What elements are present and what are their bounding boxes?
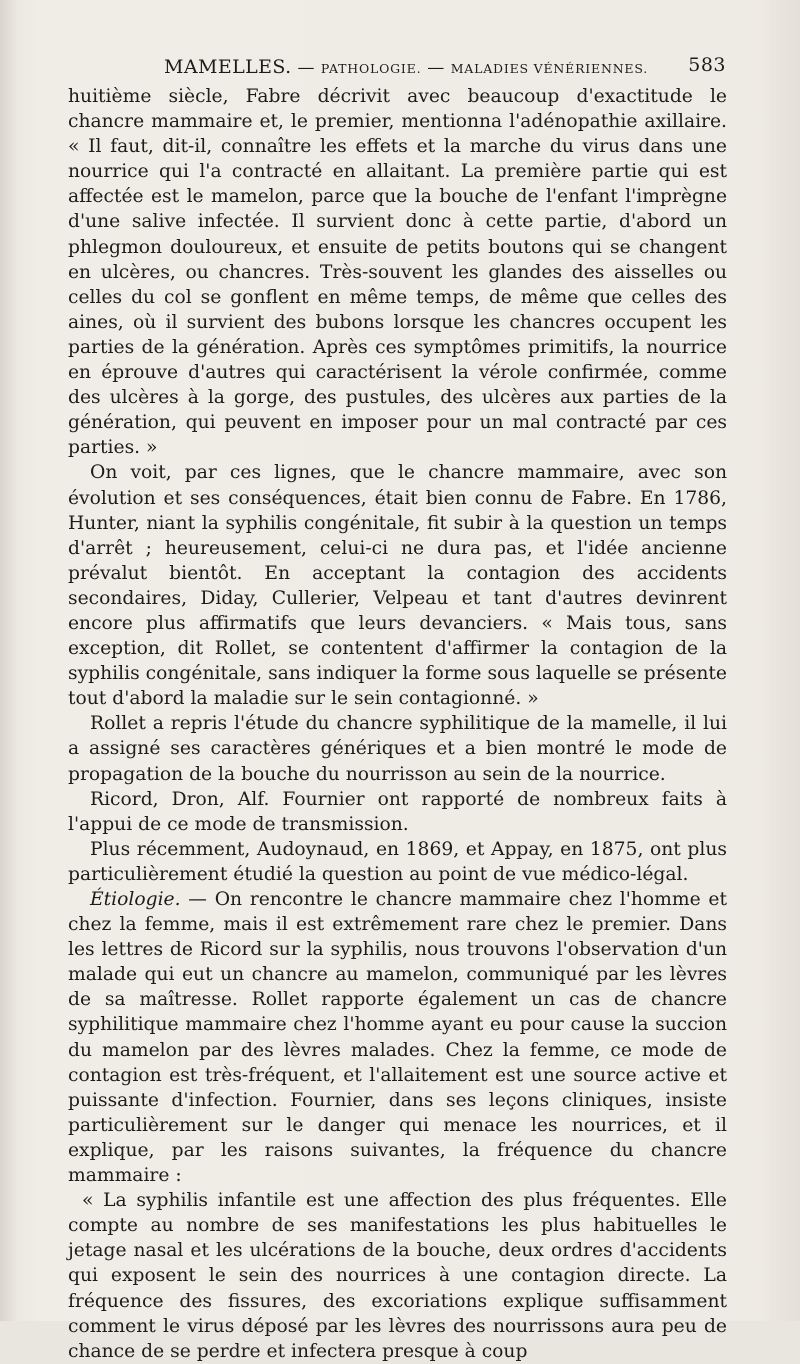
etiology-heading: Étiologie. — [90, 889, 181, 910]
running-title-dash: — — [427, 58, 445, 78]
body-text — [68, 84, 727, 1364]
running-title-pathologie: PATHOLOGIE. — [320, 61, 422, 76]
running-title-main: MAMELLES. — [164, 56, 292, 78]
paragraph: huitième siècle, Fabre décrivit avec beaucoup d'exactitude le chancre mammaire et, le premier, mentionna l'adénopathie axillaire. « Il faut, dit-il, connaître les effets et la marche du virus dans une nourrice qui l'a contracté en allaitant. La première partie qui est affectée est le mamelon, parce que la bouche de l'enfant l'imprègne d'une salive infectée. Il survient donc à cette partie, d'abord un phlegmon douloureux, et ensuite de petits boutons qui se changent en ulcères, ou chancres. Très-souvent les glandes des aisselles ou celles du col se gonflent en même temps, de même que celles des aines, où il survient des bubons lorsque les chancres occupent les parties de la génération. Après ces symptômes primitifs, la nourrice en éprouve d'autres qui caractérisent la vérole confirmée, comme des ulcères à la gorge, des pustules, des ulcères aux parties de la génération, qui peuvent en imposer pour un mal contracté par ces parties. » — [68, 86, 727, 459]
quoted-paragraph: « La syphilis infantile est une affection des plus fréquentes. Elle compte au nombre de ses manifestations les plus habituelles le jetage nasal et les ulcérations de la bouche, deux ordres d'accidents qui exposent le sein des nourrices à une contagion directe. La fréquence des fissures, des excoriations explique suffisamment comment le virus déposé par les lèvres des nourrissons aura peu de chance de se perdre et infectera presque à coup — [68, 1190, 727, 1362]
running-title — [164, 56, 648, 78]
paragraph: Ricord, Dron, Alf. Fournier ont rapporté de nombreux faits à l'appui de ce mode de transmission. — [68, 788, 727, 835]
paragraph: Plus récemment, Audoynaud, en 1869, et Appay, en 1875, ont plus particulièrement étudié la question au point de vue médico-légal. — [68, 838, 727, 885]
running-title-dash: — — [297, 58, 315, 78]
paragraph: On voit, par ces lignes, que le chancre mammaire, avec son évolution et ses conséquences, était bien connu de Fabre. En 1786, Hunter, niant la syphilis congénitale, fit subir à la question un temps d'arrêt ; heureusement, celui-ci ne dura pas, et l'idée ancienne prévalut bientôt. En acceptant la contagion des accidents secondaires, Diday, Cullerier, Velpeau et tant d'autres devinrent encore plus affirmatifs que leurs devanciers. « Mais tous, sans exception, dit Rollet, se contentent d'affirmer la contagion de la syphilis congénitale, sans indiquer la forme sous laquelle se présente tout d'abord la maladie sur le sein contagionné. » — [68, 462, 727, 710]
etiology-paragraph — [68, 887, 727, 1188]
running-head — [90, 52, 726, 78]
running-title-maladies: MALADIES VÉNÉRIENNES. — [450, 61, 649, 76]
page-number: 583 — [688, 54, 726, 76]
etiology-text: — On rencontre le chancre mammaire chez l'homme et chez la femme, mais il est extrêmement rare chez le premier. Dans les lettres de Ricord sur la syphilis, nous trouvons l'observation d'un malade qui eut un chancre au mamelon, communiqué par les lèvres de sa maîtresse. Rollet rapporte également un cas de chancre syphilitique mammaire chez l'homme ayant eu pour cause la succion du mamelon par des lèvres malades. Chez la femme, ce mode de contagion est très-fréquent, et l'allaitement est une source active et puissante d'infection. Fournier, dans ses leçons cliniques, insiste particulièrement sur le danger qui menace les nourrices, et il explique, par les raisons suivantes, la fréquence du chancre mammaire : — [68, 889, 727, 1187]
paragraph: Rollet a repris l'étude du chancre syphilitique de la mamelle, il lui a assigné ses caractères génériques et a bien montré le mode de propagation de la bouche du nourrisson au sein de la nourrice. — [68, 713, 727, 785]
